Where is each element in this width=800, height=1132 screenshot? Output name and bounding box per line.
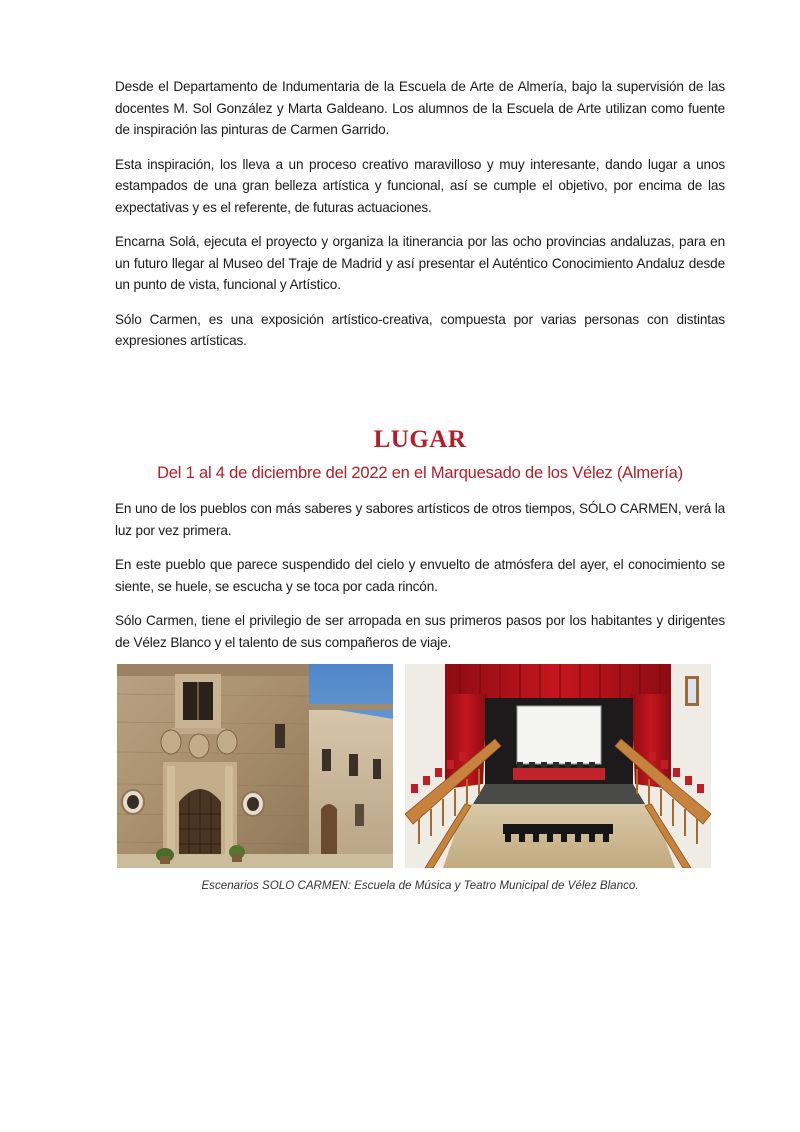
section-subtitle: Del 1 al 4 de diciembre del 2022 en el Marquesado de los Vélez (Almería) (157, 464, 683, 482)
paragraph: Sólo Carmen, tiene el privilegio de ser arropada en sus primeros pasos por los habitantes y dirigentes de Vélez Blanco y el talento de sus compañeros de viaje. (115, 613, 725, 650)
photo-municipal-theatre (405, 664, 711, 868)
photo-caption: Escenarios SOLO CARMEN: Escuela de Música y Teatro Municipal de Vélez Blanco. (201, 879, 639, 892)
lugar-section (115, 424, 725, 666)
paragraph: En uno de los pueblos con más saberes y sabores artísticos de otros tiempos, SÓLO CARMEN, verá la luz por vez primera. (115, 501, 725, 538)
paragraph: Desde el Departamento de Indumentaria de la Escuela de Arte de Almería, bajo la supervisión de las docentes M. Sol González y Marta Galdeano. Los alumnos de la Escuela de Arte utilizan como fuente de inspiración las pinturas de Carmen Garrido. (115, 79, 725, 137)
photo-music-school (117, 664, 393, 868)
section-title: LUGAR (373, 426, 467, 453)
paragraph: Esta inspiración, los lleva a un proceso creativo maravilloso y muy interesante, dando lugar a unos estampados de una gran belleza artística y funcional, así se cumple el objetivo, por encima de las expectativas y es el referente, de futuras actuaciones. (115, 156, 725, 215)
photo-gallery (117, 664, 711, 868)
paragraph: En este pueblo que parece suspendido del cielo y envuelto de atmósfera del ayer, el conocimiento se siente, se huele, se escucha y se toca por cada rincón. (115, 557, 725, 594)
paragraph: Sólo Carmen, es una exposición artístico-creativa, compuesta por varias personas con distintas expresiones artísticas. (115, 311, 725, 348)
paragraph: Encarna Solá, ejecuta el proyecto y organiza la itinerancia por las ocho provincias andaluzas, para en un futuro llegar al Museo del Traje de Madrid y así presentar el Auténtico Conocimiento Andaluz desde un punto de vista, funcional y Artístico. (115, 234, 725, 292)
intro-section (115, 76, 725, 365)
